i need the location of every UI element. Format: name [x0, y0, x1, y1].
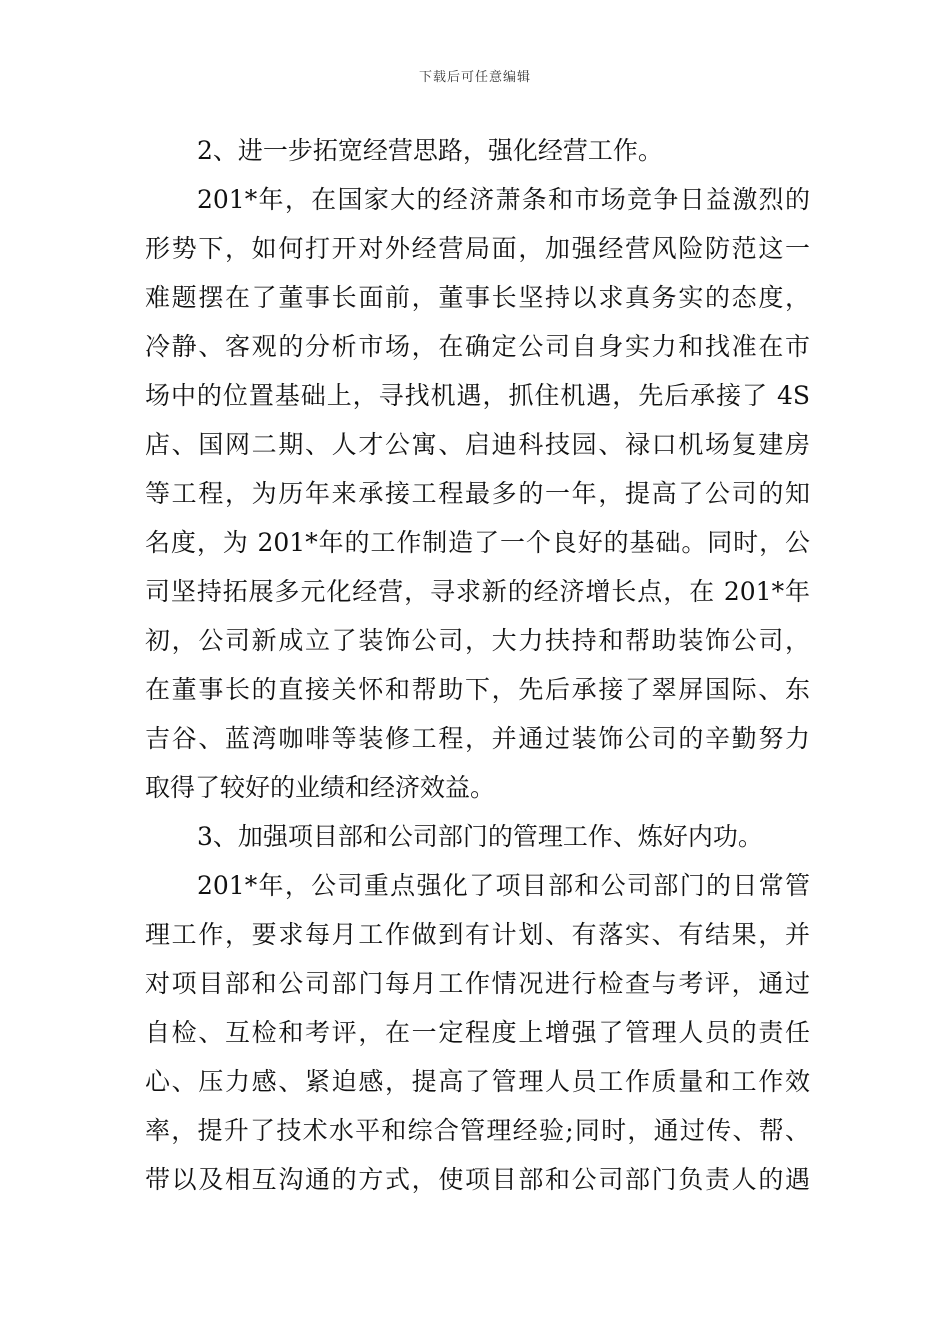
text-line: 形势下，如何打开对外经营局面，加强经营风险防范这一	[145, 234, 810, 263]
text-line: 2、进一步拓宽经营思路，强化经营工作。	[197, 136, 663, 165]
text-line: 率，提升了技术水平和综合管理经验;同时，通过传、帮、	[145, 1116, 810, 1145]
text-line: 店、国网二期、人才公寓、启迪科技园、禄口机场复建房	[145, 430, 810, 459]
text-line: 吉谷、蓝湾咖啡等装修工程，并通过装饰公司的辛勤努力	[145, 724, 810, 753]
text-line: 心、压力感、紧迫感，提高了管理人员工作质量和工作效	[145, 1067, 810, 1096]
text-line: 理工作，要求每月工作做到有计划、有落实、有结果，并	[145, 920, 810, 949]
text-line: 对项目部和公司部门每月工作情况进行检查与考评，通过	[145, 969, 810, 998]
text-line: 201*年，在国家大的经济萧条和市场竞争日益激烈的	[197, 185, 810, 214]
text-line: 冷静、客观的分析市场，在确定公司自身实力和找准在市	[145, 332, 810, 361]
text-line: 难题摆在了董事长面前，董事长坚持以求真务实的态度，	[145, 283, 810, 312]
text-line: 司坚持拓展多元化经营，寻求新的经济增长点，在 201*年	[145, 577, 810, 606]
text-line: 名度，为 201*年的工作制造了一个良好的基础。同时，公	[145, 528, 810, 557]
text-line: 带以及相互沟通的方式，使项目部和公司部门负责人的遇	[145, 1165, 810, 1194]
text-line: 初，公司新成立了装饰公司，大力扶持和帮助装饰公司，	[145, 626, 810, 655]
text-line: 201*年，公司重点强化了项目部和公司部门的日常管	[197, 871, 810, 900]
document-body	[145, 126, 810, 1204]
text-line: 取得了较好的业绩和经济效益。	[145, 773, 496, 802]
page-header: 下载后可任意编辑	[418, 70, 531, 85]
text-line: 自检、互检和考评，在一定程度上增强了管理人员的责任	[145, 1018, 810, 1047]
text-line: 在董事长的直接关怀和帮助下，先后承接了翠屏国际、东	[145, 675, 810, 704]
text-line: 等工程，为历年来承接工程最多的一年，提高了公司的知	[145, 479, 810, 508]
text-line: 场中的位置基础上，寻找机遇，抓住机遇，先后承接了 4S	[145, 381, 810, 410]
text-line: 3、加强项目部和公司部门的管理工作、炼好内功。	[197, 822, 763, 851]
